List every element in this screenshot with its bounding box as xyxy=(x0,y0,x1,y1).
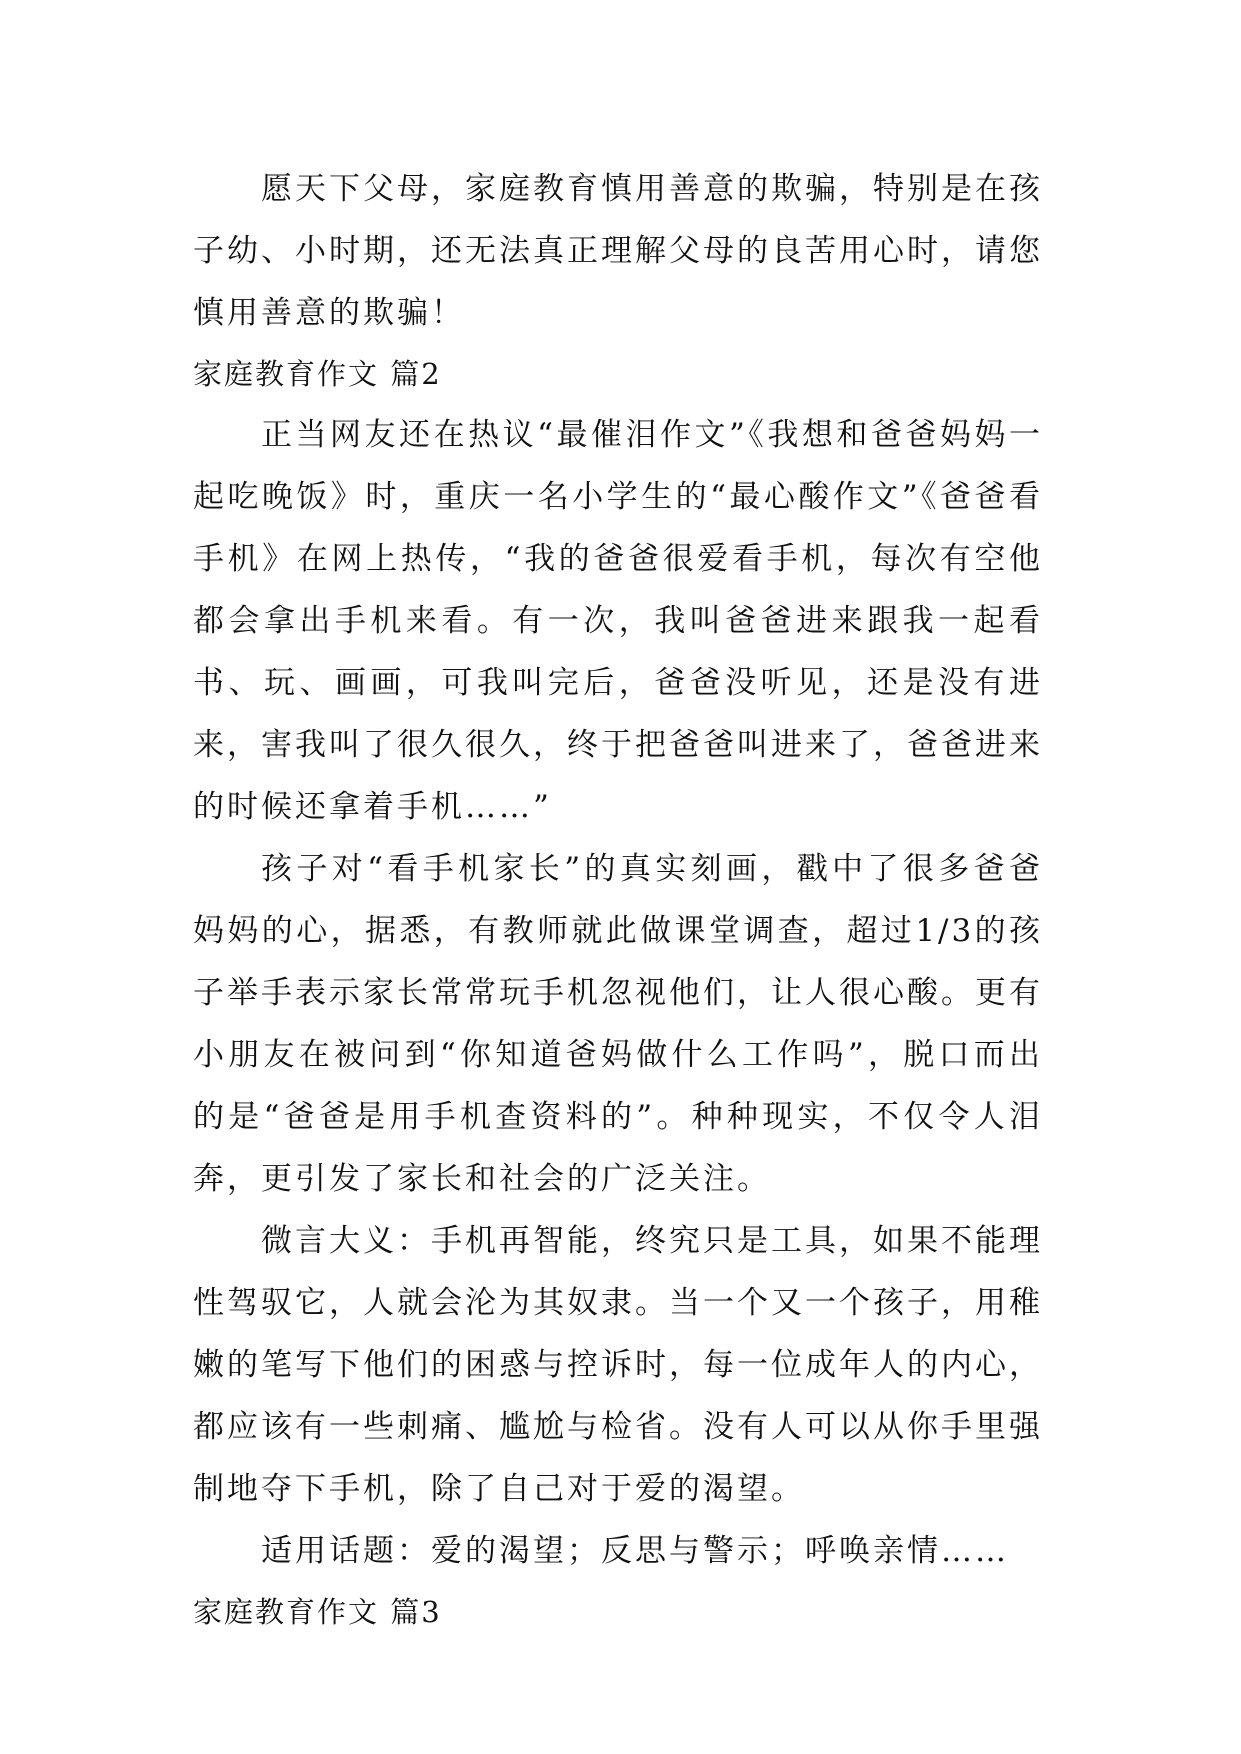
section-heading: 家庭教育作文 篇2 xyxy=(193,357,442,391)
paragraph: 适用话题：爱的渴望；反思与警示；呼唤亲情…… xyxy=(261,1533,1009,1569)
paragraph: 孩子对“看手机家长”的真实刻画，戳中了很多爸爸妈妈的心，据悉，有教师就此做课堂调查，超过1/3的孩子举手表示家长常常玩手机忽视他们，让人很心酸。更有小朋友在被问到“你知道爸妈做什么工作吗”，脱口而出的是“爸爸是用手机查资料的”。种种现实，不仅令人泪奔，更引发了家长和社会的广泛关注。 xyxy=(193,851,1043,1197)
paragraph: 正当网友还在热议“最催泪作文”《我想和爸爸妈妈一起吃晚饭》时，重庆一名小学生的“最心酸作文”《爸爸看手机》在网上热传，“我的爸爸很爱看手机，每次有空他都会拿出手机来看。有一次，我叫爸爸进来跟我一起看书、玩、画画，可我叫完后，爸爸没听见，还是没有进来，害我叫了很久很久，终于把爸爸叫进来了，爸爸进来的时候还拿着手机……” xyxy=(193,417,1043,825)
section-heading: 家庭教育作文 篇3 xyxy=(193,1595,442,1629)
document-body xyxy=(193,158,1043,1642)
paragraph: 微言大义：手机再智能，终究只是工具，如果不能理性驾驭它，人就会沦为其奴隶。当一个又一个孩子，用稚嫩的笔写下他们的困惑与控诉时，每一位成年人的内心，都应该有一些刺痛、尴尬与检省。没有人可以从你手里强制地夺下手机，除了自己对于爱的渴望。 xyxy=(193,1223,1043,1507)
paragraph: 愿天下父母，家庭教育慎用善意的欺骗，特别是在孩子幼、小时期，还无法真正理解父母的良苦用心时，请您慎用善意的欺骗！ xyxy=(193,171,1043,331)
